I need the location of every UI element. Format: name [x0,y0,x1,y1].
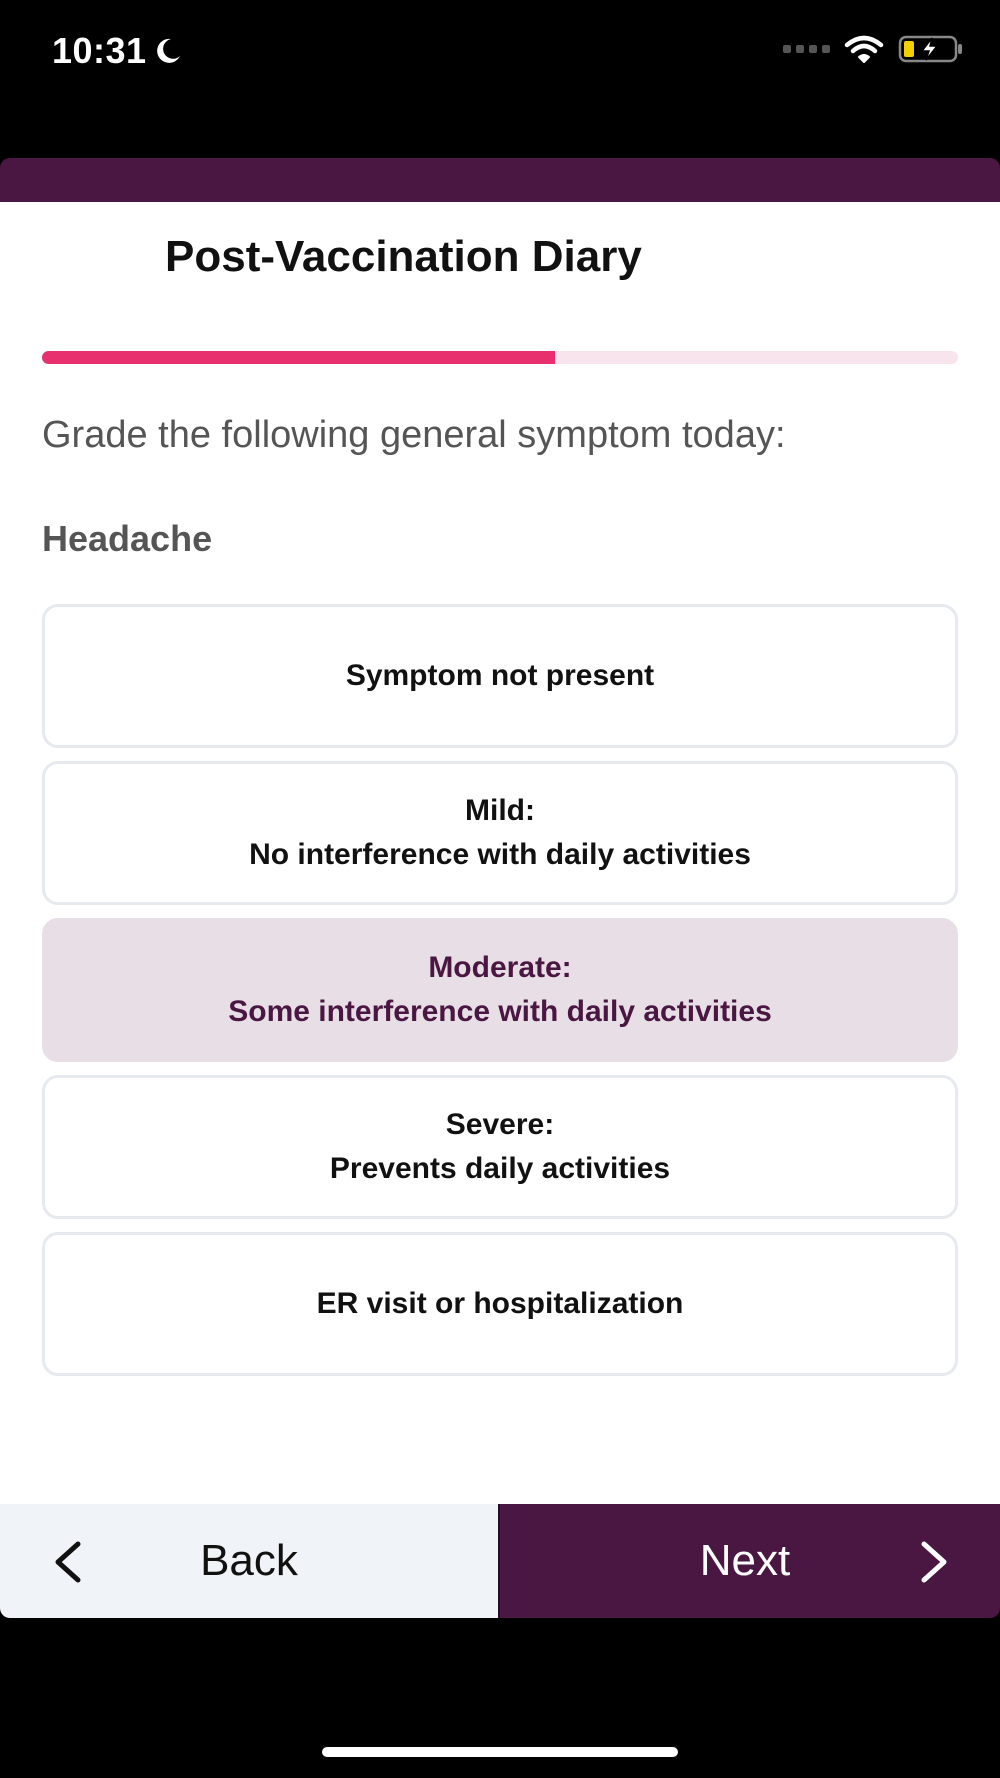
status-icons [783,34,964,64]
progress-bar [42,351,958,364]
next-button-label: Next [699,1536,791,1585]
diary-screen [0,202,1000,1504]
option-description: Prevents daily activities [329,1152,671,1185]
next-button[interactable] [498,1504,1000,1618]
chevron-left-icon [48,1540,88,1584]
option-mild[interactable] [42,761,958,905]
severity-options [42,604,958,1389]
option-label: Moderate: [428,951,572,984]
page-title: Post-Vaccination Diary [165,232,642,281]
app-header-bar [0,158,1000,202]
option-severe[interactable] [42,1075,958,1219]
battery-charging-icon [898,34,964,64]
status-bar [0,0,1000,100]
chevron-right-icon [914,1540,954,1584]
bottom-navigation [0,1504,1000,1618]
option-label: Symptom not present [345,659,655,692]
option-label: Severe: [445,1108,555,1141]
wifi-icon [844,34,884,64]
progress-bar-fill [42,351,555,364]
option-description: Some interference with daily activities [228,995,772,1028]
back-button[interactable] [0,1504,498,1618]
option-moderate[interactable] [42,918,958,1062]
symptom-name: Headache [42,518,213,559]
option-description: No interference with daily activities [249,838,751,871]
status-time-text: 10:31 [52,30,147,71]
home-indicator [322,1747,678,1757]
option-label: ER visit or hospitalization [316,1287,684,1320]
question-prompt: Grade the following general symptom today: [42,414,786,456]
moon-icon [153,36,183,66]
option-label: Mild: [465,794,535,827]
signal-icon [783,45,830,53]
status-time [52,30,183,72]
option-er-visit[interactable] [42,1232,958,1376]
option-symptom-not-present[interactable] [42,604,958,748]
back-button-label: Back [200,1536,298,1585]
